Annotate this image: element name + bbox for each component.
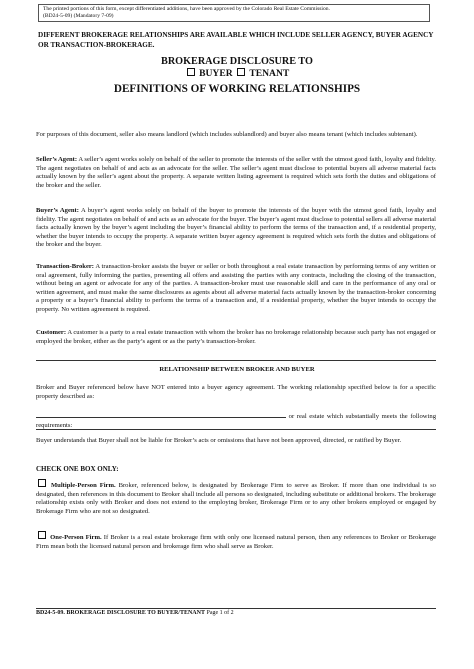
page-number: Page 1 of 2 xyxy=(206,610,234,616)
understanding-paragraph: Buyer understands that Buyer shall not be liable for Broker’s acts or omissions that have not been approved, directed, or ratified by Buyer. xyxy=(36,437,402,444)
page-footer xyxy=(36,608,436,616)
customer-term: Customer: xyxy=(36,329,67,336)
tenant-option-label: TENANT xyxy=(249,68,290,79)
multi-person-checkbox[interactable] xyxy=(38,479,46,487)
requirements-fill-line[interactable] xyxy=(36,429,436,430)
relationship-heading: RELATIONSHIP BETWEEN BROKER AND BUYER xyxy=(159,366,315,373)
buyer-agent-term: Buyer’s Agent: xyxy=(36,207,79,214)
approval-box xyxy=(38,4,430,22)
form-code: BD24-5-09. BROKERAGE DISCLOSURE TO BUYER/TENANT xyxy=(36,610,205,616)
customer-text: A customer is a party to a real estate transaction with whom the broker has no brokerage relationship because such party has not engaged or employed the broker, either as the party’s agent or as the party’s transaction-broker. xyxy=(36,329,436,345)
party-selector xyxy=(0,68,474,79)
transaction-broker-term: Transaction-Broker: xyxy=(36,263,94,270)
one-person-term: One-Person Firm. xyxy=(50,534,102,541)
requirements-text: or real estate which substantially meets the following requirements: xyxy=(36,413,436,429)
one-person-checkbox[interactable] xyxy=(38,531,46,539)
check-one-heading: CHECK ONE BOX ONLY: xyxy=(36,465,119,473)
section-divider xyxy=(36,360,436,361)
tenant-checkbox[interactable] xyxy=(237,68,245,76)
intro-paragraph: For purposes of this document, seller also means landlord (which includes sublandlord) and buyer also means tenant (which includes subtenant). xyxy=(36,131,418,138)
one-person-paragraph xyxy=(36,531,436,551)
definitions-heading: DEFINITIONS OF WORKING RELATIONSHIPS xyxy=(113,83,361,95)
seller-agent-paragraph xyxy=(36,156,436,190)
multi-person-text: Broker, referenced below, is designated by Brokerage Firm to serve as Broker. If more than one individual is so designated, then references in this document to Broker shall include all persons so designated, including substitute or additional brokers. The brokerage relationship exists only with Broker and does not extend to the employing broker, Brokerage Firm or to any other brokers employed or engaged by Brokerage Firm who are not so designated. xyxy=(36,482,436,515)
transaction-broker-text: A transaction-broker assists the buyer or seller or both throughout a real estate transaction by performing terms of any written or oral agreement, fully informing the parties, presenting all offers and assisting the parties with any contracts, including the closing of the transaction, without being an agent or advocate for any of the parties. A transaction-broker must use reasonable skill and care in the performance of any oral or written agreement, and must make the same disclosures as agents about all adverse material facts actually known by the transaction-broker concerning a property or a buyer’s financial ability to perform the terms of a transaction and, if a residential property, whether the buyer intends to occupy the property. No written agreement is required. xyxy=(36,263,436,313)
requirements-paragraph xyxy=(36,411,436,430)
buyer-option-label: BUYER xyxy=(199,68,233,79)
approval-line-2: (BD24-5-09) (Mandatory 7-09) xyxy=(43,13,114,19)
buyer-agent-paragraph xyxy=(36,207,436,250)
relationships-notice: DIFFERENT BROKERAGE RELATIONSHIPS ARE AVAILABLE WHICH INCLUDE SELLER AGENCY, BUYER AGENCY OR TRANSACTION-BROKERAGE. xyxy=(38,31,434,49)
buyer-checkbox[interactable] xyxy=(187,68,195,76)
form-title: BROKERAGE DISCLOSURE TO xyxy=(161,56,313,67)
approval-line-1: The printed portions of this form, except differentiated additions, have been approved by the Colorado Real Estate Commission. xyxy=(43,6,330,12)
one-person-text: If Broker is a real estate brokerage firm with only one licensed natural person, then any references to Broker or Brokerage Firm mean both the licensed natural person and brokerage firm who shall serve as Broker. xyxy=(36,534,437,550)
relationship-paragraph: Broker and Buyer referenced below have NOT entered into a buyer agency agreement. The working relationship specified below is for a specific property described as: xyxy=(36,384,436,400)
seller-agent-term: Seller’s Agent: xyxy=(36,156,78,163)
property-description-field[interactable] xyxy=(36,411,286,418)
customer-paragraph xyxy=(36,329,436,346)
multi-person-term: Multiple-Person Firm. xyxy=(50,482,116,489)
multi-person-paragraph xyxy=(36,479,436,516)
buyer-agent-text: A buyer’s agent works solely on behalf of the buyer to promote the interests of the buyer with the utmost good faith, loyalty and fidelity. The agent negotiates on behalf of and acts as an advocate for the buyer. The buyer’s agent must disclose to potential sellers all adverse material facts actually known by the buyer’s agent including the buyer’s financial ability to perform the terms of the transaction and, if a residential property, whether the buyer intends to occupy the property. A separate written buyer agency agreement is required which sets forth the duties and obligations of the broker and the buyer. xyxy=(36,207,436,249)
seller-agent-text: A seller’s agent works solely on behalf of the seller to promote the interests of the seller with the utmost good faith, loyalty and fidelity. The agent negotiates on behalf of and acts as an advocate for the seller. The seller’s agent must disclose to potential buyers all adverse material facts actually known by the seller’s agent about the property. A separate written listing agreement is required which sets forth the duties and obligations of the broker and the seller. xyxy=(36,156,437,189)
transaction-broker-paragraph xyxy=(36,263,436,315)
